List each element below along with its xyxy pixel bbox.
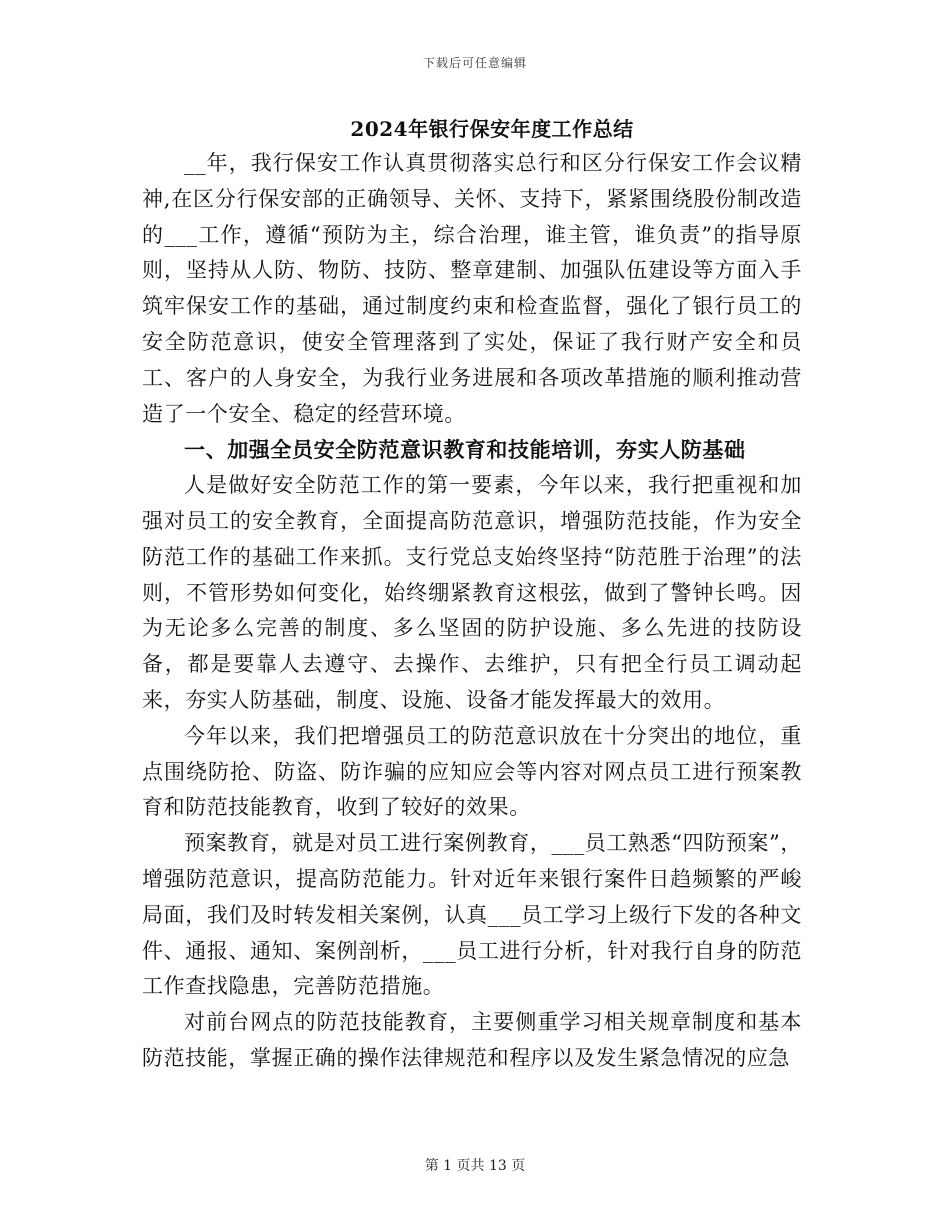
document-body [142, 112, 802, 1077]
document-title: 2024年银行保安年度工作总结 [350, 117, 634, 141]
intro-paragraph: __年，我行保安工作认真贯彻落实总行和区分行保安工作会议精神,在区分行保安部的正确领导、关怀、支持下，紧紧围绕股份制改造的___工作，遵循“预防为主，综合治理，谁主管，谁负责”的指导原则，坚持从人防、物防、技防、整章建制、加强队伍建设等方面入手筑牢保安工作的基础，通过制度约束和检查监督，强化了银行员工的安全防范意识，使安全管理落到了实处，保证了我行财产安全和员工、客户的人身安全，为我行业务进展和各项改革措施的顺利推动营造了一个安全、稳定的经营环境。 [142, 151, 802, 426]
body-paragraph: 对前台网点的防范技能教育，主要侧重学习相关规章制度和基本防范技能，掌握正确的操作法律规范和程序以及发生紧急情况的应急 [142, 1010, 802, 1070]
header-note: 下载后可任意编辑 [422, 56, 527, 70]
page-number: 第 1 页共 13 页 [424, 1158, 526, 1174]
section-heading: 一、加强全员安全防范意识教育和技能培训，夯实人防基础 [184, 437, 746, 463]
body-paragraph: 今年以来，我们把增强员工的防范意识放在十分突出的地位，重点围绕防抢、防盗、防诈骗的应知应会等内容对网点员工进行预案教育和防范技能教育，收到了较好的效果。 [142, 723, 802, 820]
body-paragraph: 人是做好安全防范工作的第一要素，今年以来，我行把重视和加强对员工的安全教育，全面提高防范意识，增强防范技能，作为安全防范工作的基础工作来抓。支行党总支始终坚持“防范胜于治理”的法则，不管形势如何变化，始终绷紧教育这根弦，做到了警钟长鸣。因为无论多么完善的制度、多么坚固的防护设施、多么先进的技防设备，都是要靠人去遵守、去操作、去维护，只有把全行员工调动起来，夯实人防基础，制度、设施、设备才能发挥最大的效用。 [142, 473, 802, 712]
body-paragraph: 预案教育，就是对员工进行案例教育，___员工熟悉“四防预案”，增强防范意识，提高防范能力。针对近年来银行案件日趋频繁的严峻局面，我们及时转发相关案例，认真___员工学习上级行下发的各种文件、通报、通知、案例剖析，___员工进行分析，针对我行自身的防范工作查找隐患，完善防范措施。 [142, 831, 802, 999]
